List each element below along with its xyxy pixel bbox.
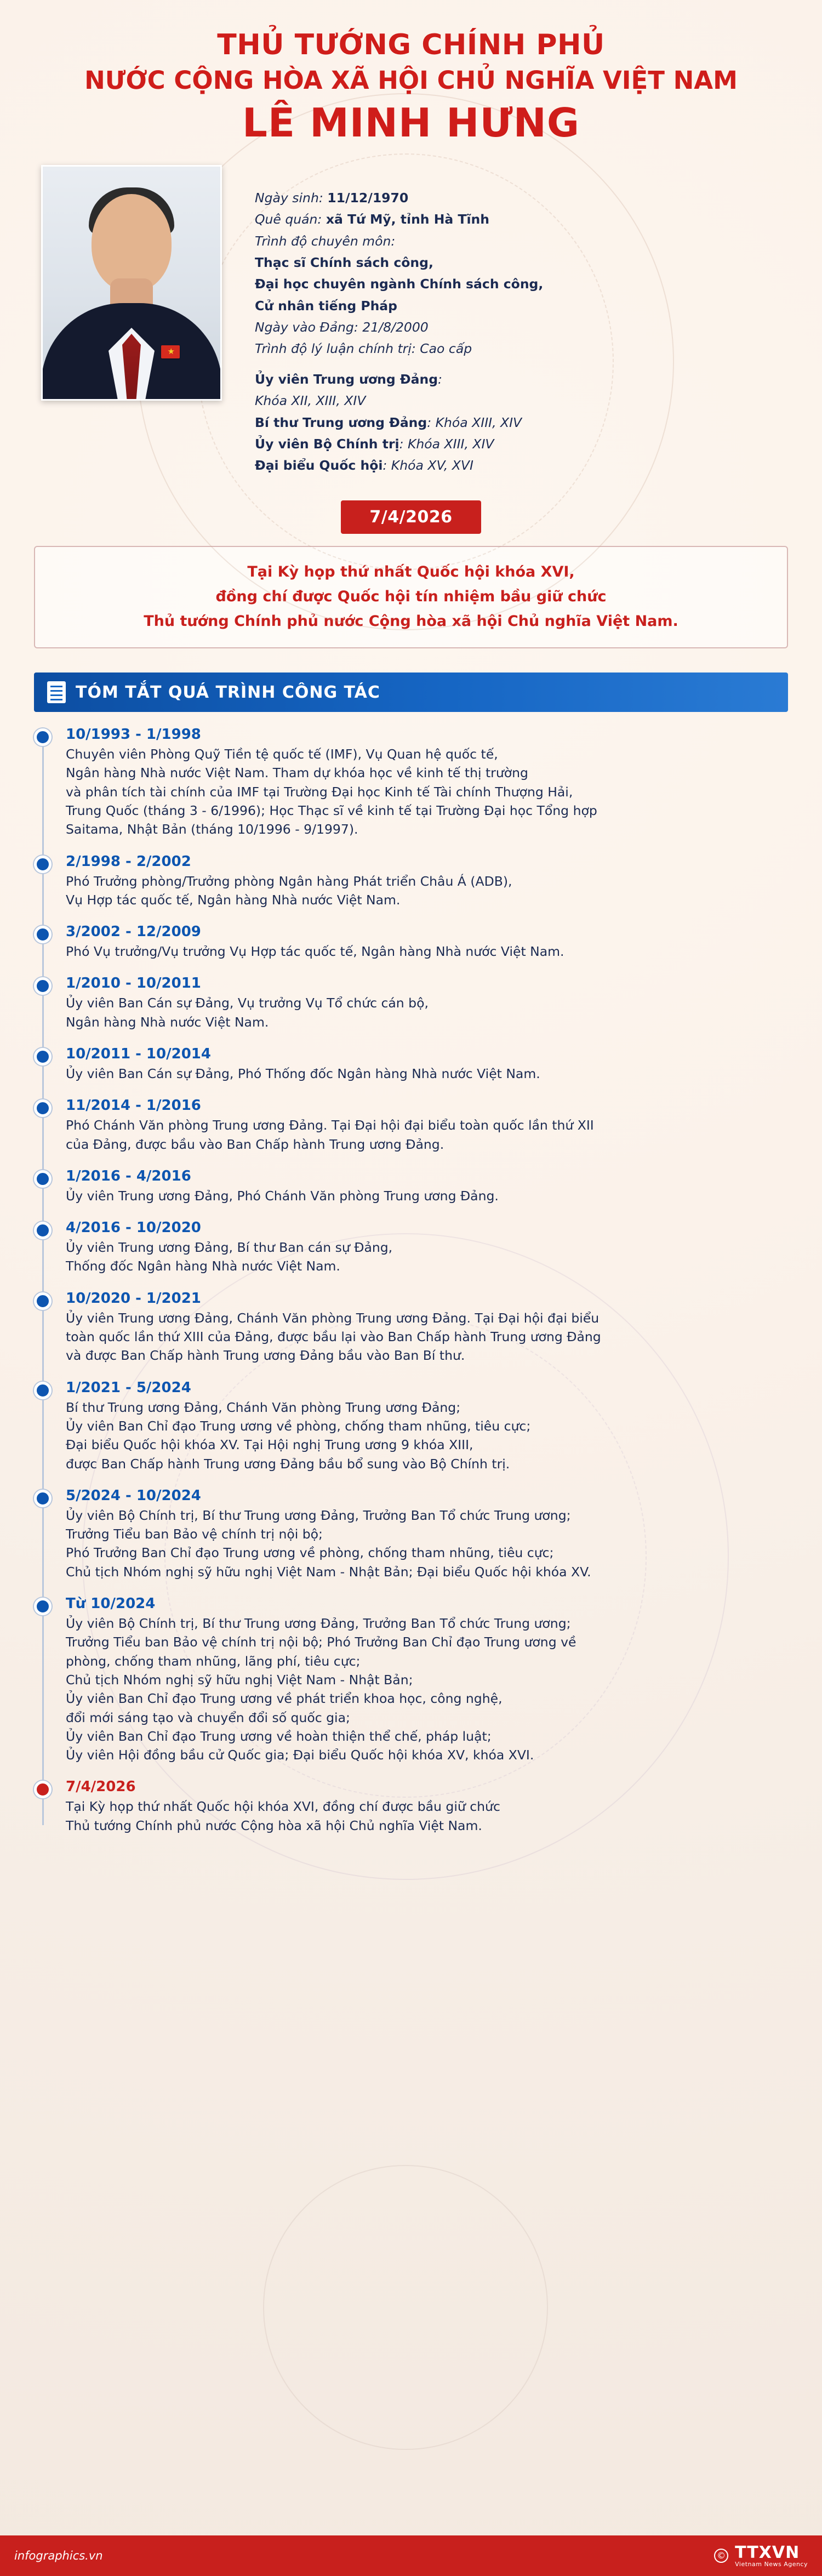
timeline-description-line: Chủ tịch Nhóm nghị sỹ hữu nghị Việt Nam - Nhật Bản;	[66, 1672, 413, 1688]
timeline-date: 10/1993 - 1/1998	[66, 726, 201, 743]
timeline-description-line: Trưởng Tiểu ban Bảo vệ chính trị nội bộ;	[66, 1526, 323, 1542]
timeline-description	[66, 1238, 788, 1276]
timeline-dot-icon	[34, 1099, 52, 1117]
hometown-value: xã Tứ Mỹ, tỉnh Hà Tĩnh	[326, 212, 489, 227]
hometown-label: Quê quán:	[255, 212, 322, 227]
highlight-line-2: đồng chí được Quốc hội tín nhiệm bầu giữ chức	[215, 588, 607, 605]
timeline-dot-icon	[34, 926, 52, 943]
timeline-item	[66, 1097, 788, 1154]
timeline-description-line: Ủy viên Ban Cán sự Đảng, Vụ trưởng Vụ Tổ chức cán bộ,	[66, 995, 429, 1011]
timeline-description-line: Phó Trưởng phòng/Trưởng phòng Ngân hàng Phát triển Châu Á (ADB),	[66, 873, 512, 889]
timeline-description-line: Trung Quốc (tháng 3 - 6/1996); Học Thạc sĩ về kinh tế tại Trường Đại học Tổng hợp	[66, 802, 597, 818]
timeline-description	[66, 1064, 788, 1083]
highlight-line-1: Tại Kỳ họp thứ nhất Quốc hội khóa XVI,	[247, 563, 575, 580]
timeline-item	[66, 726, 788, 839]
timeline-date: 3/2002 - 12/2009	[66, 924, 201, 941]
timeline-description-line: toàn quốc lần thứ XIII của Đảng, được bầu lại vào Ban Chấp hành Trung ương Đảng	[66, 1329, 601, 1345]
timeline-description	[66, 1309, 788, 1365]
timeline-date: 11/2014 - 1/2016	[66, 1097, 201, 1114]
timeline-description	[66, 1398, 788, 1473]
timeline-description-line: Ủy viên Ban Cán sự Đảng, Phó Thống đốc Ngân hàng Nhà nước Việt Nam.	[66, 1066, 540, 1081]
portrait-head	[92, 194, 172, 292]
timeline-description	[66, 994, 788, 1031]
role-politburo: Ủy viên Bộ Chính trị: Khóa XIII, XIV	[255, 436, 494, 452]
timeline-dot-icon	[34, 1781, 52, 1798]
timeline-date: 10/2020 - 1/2021	[66, 1290, 201, 1307]
timeline-description-line: Ủy viên Ban Chỉ đạo Trung ương về hoàn thiện thể chế, pháp luật;	[66, 1728, 492, 1744]
theory-value: Cao cấp	[420, 341, 472, 357]
timeline-description-line: được Ban Chấp hành Trung ương Đảng bầu bổ sung vào Bộ Chính trị.	[66, 1456, 510, 1472]
timeline-description-line: Ngân hàng Nhà nước Việt Nam. Tham dự khóa học về kinh tế thị trường	[66, 765, 528, 781]
roles-block	[255, 371, 789, 475]
timeline-item	[66, 1380, 788, 1473]
timeline-description-line: Ủy viên Bộ Chính trị, Bí thư Trung ương Đảng, Trưởng Ban Tổ chức Trung ương;	[66, 1507, 571, 1523]
timeline-item	[66, 1779, 788, 1835]
role-secretariat: Bí thư Trung ương Đảng: Khóa XIII, XIV	[255, 414, 522, 430]
birth-line	[255, 189, 789, 207]
timeline-description-line: của Đảng, được bầu vào Ban Chấp hành Trung ương Đảng.	[66, 1136, 444, 1152]
timeline-description	[66, 1506, 788, 1581]
timeline-dot-icon	[34, 1048, 52, 1065]
timeline-description-line: Tại Kỳ họp thứ nhất Quốc hội khóa XVI, đồng chí được bầu giữ chức	[66, 1799, 500, 1815]
timeline-description-line: đổi mới sáng tạo và chuyển đổi số quốc gia;	[66, 1709, 350, 1725]
role-national-assembly: Đại biểu Quốc hội: Khóa XV, XVI	[255, 458, 473, 474]
timeline-dot-icon	[34, 856, 52, 873]
timeline-description-line: Saitama, Nhật Bản (tháng 10/1996 - 9/1997).	[66, 822, 358, 837]
ttxvn-text: TTXVN	[735, 2543, 800, 2562]
birth-value: 11/12/1970	[327, 190, 409, 206]
ttxvn-subtext: Vietnam News Agency	[735, 2560, 808, 2568]
timeline-description	[66, 1116, 788, 1154]
timeline-description	[66, 942, 788, 961]
highlight-box	[34, 546, 788, 648]
timeline-item	[66, 1290, 788, 1365]
hometown-line	[255, 210, 789, 229]
biography-block	[222, 165, 789, 478]
timeline-item	[66, 1168, 788, 1205]
timeline-dot-icon	[34, 1170, 52, 1188]
timeline-item	[66, 1488, 788, 1581]
timeline-dot-icon	[34, 1598, 52, 1615]
timeline-dot-icon	[34, 728, 52, 746]
timeline-date: 7/4/2026	[66, 1779, 136, 1796]
profile-section	[0, 151, 822, 478]
role-central-committee: Ủy viên Trung ương Đảng:	[255, 371, 442, 387]
timeline-description	[66, 1797, 788, 1835]
timeline-description-line: Phó Chánh Văn phòng Trung ương Đảng. Tại Đại hội đại biểu toàn quốc lần thứ XII	[66, 1118, 594, 1133]
timeline-dot-icon	[34, 1490, 52, 1507]
timeline-description	[66, 872, 788, 910]
education-label: Trình độ chuyên môn:	[255, 233, 396, 249]
timeline-description-line: Ủy viên Hội đồng bầu cử Quốc gia; Đại biểu Quốc hội khóa XV, khóa XVI.	[66, 1747, 534, 1763]
timeline-item	[66, 924, 788, 961]
timeline-date: 1/2021 - 5/2024	[66, 1379, 191, 1396]
timeline-date: 5/2024 - 10/2024	[66, 1487, 201, 1504]
timeline-dot-icon	[34, 1292, 52, 1310]
timeline-description-line: Trưởng Tiểu ban Bảo vệ chính trị nội bộ; Phó Trưởng Ban Chỉ đạo Trung ương về	[66, 1634, 576, 1650]
timeline-date: 1/2010 - 10/2011	[66, 975, 201, 992]
timeline-description-line: Ủy viên Trung ương Đảng, Chánh Văn phòng Trung ương Đảng. Tại Đại hội đại biểu	[66, 1310, 600, 1326]
theory-label: Trình độ lý luận chính trị:	[255, 341, 416, 357]
education-line-3: Cử nhân tiếng Pháp	[255, 298, 397, 314]
party-join-label: Ngày vào Đảng:	[255, 320, 358, 335]
timeline-description-line: Bí thư Trung ương Đảng, Chánh Văn phòng Trung ương Đảng;	[66, 1399, 461, 1415]
copyright-icon: ©	[714, 2549, 728, 2563]
timeline-item	[66, 853, 788, 910]
timeline-description-line: Ngân hàng Nhà nước Việt Nam.	[66, 1014, 269, 1030]
timeline-description-line: Thống đốc Ngân hàng Nhà nước Việt Nam.	[66, 1258, 340, 1274]
portrait-photo	[41, 165, 222, 401]
timeline-item	[66, 1046, 788, 1083]
section-title: TÓM TẮT QUÁ TRÌNH CÔNG TÁC	[76, 682, 380, 702]
timeline-description-line: và phân tích tài chính của IMF tại Trường Đại học Kinh tế Tài chính Thượng Hải,	[66, 784, 573, 800]
footer-brand	[714, 2545, 808, 2567]
decor-circle-5	[263, 2165, 548, 2450]
header-line-2: NƯỚC CỘNG HÒA XÃ HỘI CHỦ NGHĨA VIỆT NAM	[84, 66, 738, 95]
timeline-description	[66, 1187, 788, 1205]
theory-line	[255, 340, 789, 358]
party-join-line	[255, 318, 789, 337]
timeline-description-line: Ủy viên Ban Chỉ đạo Trung ương về phát triển khoa học, công nghệ,	[66, 1691, 503, 1707]
date-badge-row	[0, 500, 822, 534]
section-header-career	[34, 673, 788, 712]
timeline-description	[66, 745, 788, 839]
timeline-date: 10/2011 - 10/2014	[66, 1046, 211, 1062]
ttxvn-logo	[735, 2545, 808, 2567]
education-line-1: Thạc sĩ Chính sách công,	[255, 255, 433, 271]
timeline-description-line: Chuyên viên Phòng Quỹ Tiền tệ quốc tế (IMF), Vụ Quan hệ quốc tế,	[66, 746, 498, 762]
timeline-description-line: Phó Trưởng Ban Chỉ đạo Trung ương về phòng, chống tham nhũng, tiêu cực;	[66, 1545, 554, 1561]
page-title: LÊ MINH HƯNG	[242, 100, 580, 146]
header-line-1: THỦ TƯỚNG CHÍNH PHỦ	[217, 29, 605, 61]
education-line-2: Đại học chuyên ngành Chính sách công,	[255, 276, 544, 292]
timeline-description	[66, 1614, 788, 1764]
timeline-dot-icon	[34, 1382, 52, 1399]
timeline-description-line: Ủy viên Trung ương Đảng, Phó Chánh Văn phòng Trung ương Đảng.	[66, 1188, 499, 1204]
birth-label: Ngày sinh:	[255, 190, 323, 206]
timeline-dot-icon	[34, 1222, 52, 1239]
timeline-dot-icon	[34, 977, 52, 995]
highlight-line-3: Thủ tướng Chính phủ nước Cộng hòa xã hội Chủ nghĩa Việt Nam.	[144, 612, 678, 630]
timeline-description-line: Thủ tướng Chính phủ nước Cộng hòa xã hội Chủ nghĩa Việt Nam.	[66, 1817, 482, 1833]
portrait-wrapper	[41, 165, 222, 401]
timeline-description-line: Ủy viên Ban Chỉ đạo Trung ương về phòng, chống tham nhũng, tiêu cực;	[66, 1418, 531, 1434]
timeline-date: 4/2016 - 10/2020	[66, 1219, 201, 1236]
footer-site: infographics.vn	[14, 2549, 103, 2562]
role-central-committee-terms: Khóa XII, XIII, XIV	[255, 393, 366, 409]
timeline-date: Từ 10/2024	[66, 1595, 156, 1612]
header	[0, 0, 822, 151]
timeline-description-line: Chủ tịch Nhóm nghị sỹ hữu nghị Việt Nam - Nhật Bản; Đại biểu Quốc hội khóa XV.	[66, 1564, 591, 1580]
timeline-item	[66, 1595, 788, 1764]
timeline-item	[66, 1219, 788, 1276]
timeline-description-line: Ủy viên Trung ương Đảng, Bí thư Ban cán sự Đảng,	[66, 1240, 393, 1256]
timeline-description-line: và được Ban Chấp hành Trung ương Đảng bầu vào Ban Bí thư.	[66, 1348, 465, 1364]
appointment-date-badge: 7/4/2026	[341, 500, 481, 534]
timeline-item	[66, 975, 788, 1031]
party-join-value: 21/8/2000	[362, 320, 429, 335]
career-timeline	[34, 726, 788, 1835]
footer	[0, 2535, 822, 2576]
timeline-description-line: Ủy viên Bộ Chính trị, Bí thư Trung ương Đảng, Trưởng Ban Tổ chức Trung ương;	[66, 1616, 571, 1632]
timeline-date: 2/1998 - 2/2002	[66, 853, 191, 870]
timeline-description-line: phòng, chống tham nhũng, lãng phí, tiêu cực;	[66, 1653, 361, 1669]
timeline-description-line: Vụ Hợp tác quốc tế, Ngân hàng Nhà nước Việt Nam.	[66, 892, 401, 908]
timeline-description-line: Phó Vụ trưởng/Vụ trưởng Vụ Hợp tác quốc tế, Ngân hàng Nhà nước Việt Nam.	[66, 944, 564, 960]
flag-star-icon: ★	[167, 346, 175, 356]
timeline-date: 1/2016 - 4/2016	[66, 1167, 191, 1184]
document-icon	[47, 681, 66, 703]
timeline-description-line: Đại biểu Quốc hội khóa XV. Tại Hội nghị Trung ương 9 khóa XIII,	[66, 1437, 473, 1453]
